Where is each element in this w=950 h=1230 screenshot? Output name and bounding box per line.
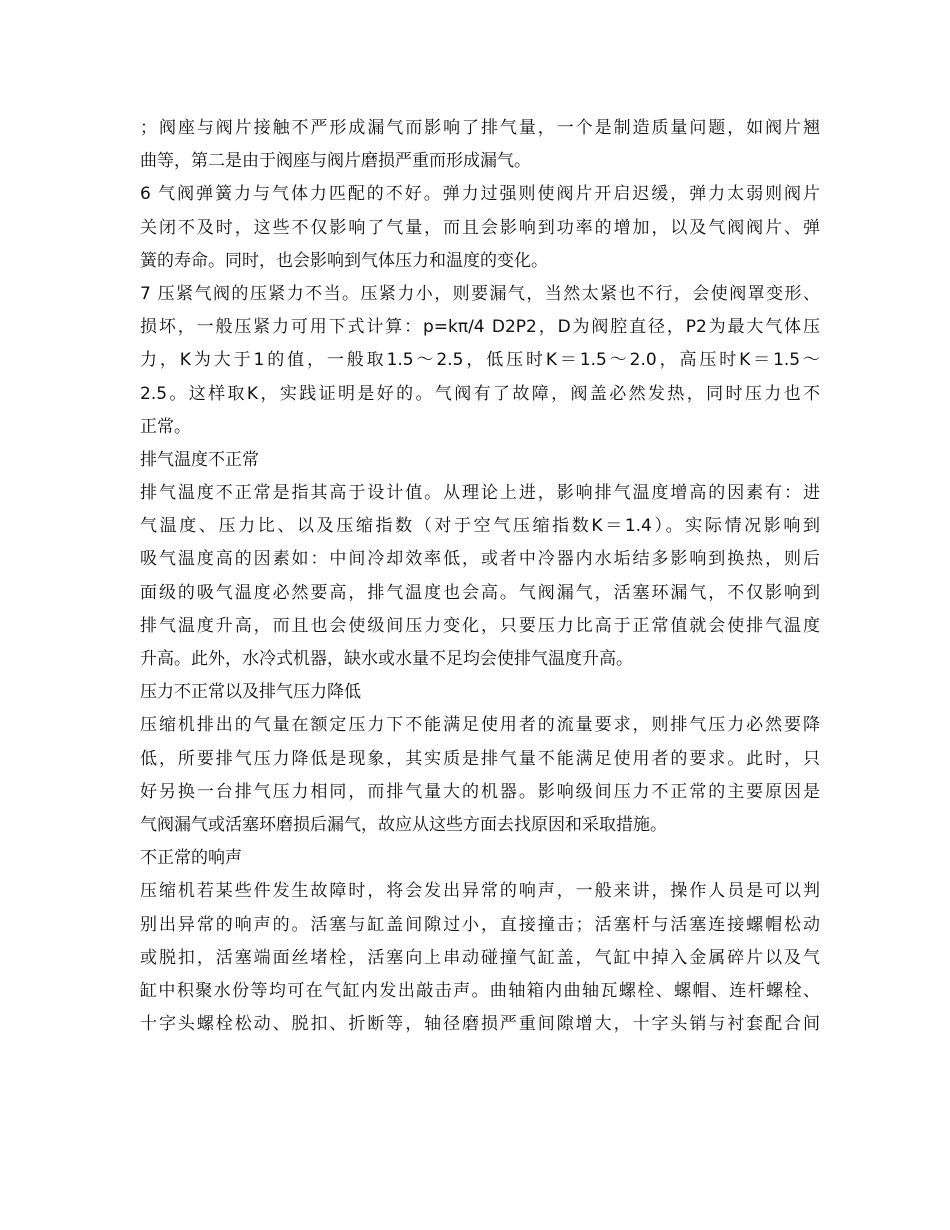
section-heading-abnormal-noise: 不正常的响声 — [140, 848, 242, 869]
text-line-13: 气温度、压力比、以及压缩指数（对于空气压缩指数K＝1.4）。实际情况影响到 — [140, 516, 820, 537]
text-line-15: 面级的吸气温度必然要高，排气温度也会高。气阀漏气，活塞环漏气，不仅影响到 — [140, 582, 820, 603]
text-line-21: 好另换一台排气压力相同，而排气量大的机器。影响级间压力不正常的主要原因是 — [140, 781, 820, 802]
text-line-25: 别出异常的响声的。活塞与缸盖间隙过小，直接撞击；活塞杆与活塞连接螺帽松动 — [140, 914, 820, 935]
text-line-5: 簧的寿命。同时，也会影响到气体压力和温度的变化。 — [140, 250, 548, 271]
text-line-8: 力，K为大于1的值，一般取1.5～2.5，低压时K＝1.5～2.0，高压时K＝1.5～ — [140, 350, 820, 371]
text-line-24: 压缩机若某些件发生故障时，将会发出异常的响声，一般来讲，操作人员是可以判 — [140, 881, 820, 902]
text-line-10: 正常。 — [140, 416, 191, 437]
text-line-28: 十字头螺栓松动、脱扣、折断等，轴径磨损严重间隙增大，十字头销与衬套配合间 — [140, 1014, 820, 1035]
text-line-16: 排气温度升高，而且也会使级间压力变化，只要压力比高于正常值就会使排气温度 — [140, 615, 820, 636]
text-line-12: 排气温度不正常是指其高于设计值。从理论上进，影响排气温度增高的因素有：进 — [140, 483, 820, 504]
text-line-20: 低，所要排气压力降低是现象，其实质是排气量不能满足使用者的要求。此时，只 — [140, 748, 820, 769]
text-line-6: 7 压紧气阀的压紧力不当。压紧力小，则要漏气，当然太紧也不行，会使阀罩变形、 — [140, 283, 820, 304]
text-line-27: 缸中积聚水份等均可在气缸内发出敲击声。曲轴箱内曲轴瓦螺栓、螺帽、连杆螺栓、 — [140, 980, 820, 1001]
text-line-14: 吸气温度高的因素如：中间冷却效率低，或者中冷器内水垢结多影响到换热，则后 — [140, 549, 820, 570]
text-line-3: 6 气阀弹簧力与气体力匹配的不好。弹力过强则使阀片开启迟缓，弹力太弱则阀片 — [140, 184, 820, 205]
text-line-1: ；阀座与阀片接触不严形成漏气而影响了排气量，一个是制造质量问题，如阀片翘 — [140, 118, 820, 138]
section-heading-pressure-abnormal: 压力不正常以及排气压力降低 — [140, 682, 361, 703]
text-line-17: 升高。此外，水冷式机器，缺水或水量不足均会使排气温度升高。 — [140, 649, 633, 669]
text-line-7: 损坏，一般压紧力可用下式计算：p=kπ/4 D2P2，D为阀腔直径，P2为最大气体压 — [140, 317, 820, 338]
text-line-22: 气阀漏气或活塞环磨损后漏气，故应从这些方面去找原因和采取措施。 — [140, 814, 667, 835]
text-line-26: 或脱扣，活塞端面丝堵栓，活塞向上串动碰撞气缸盖，气缸中掉入金属碎片以及气 — [140, 947, 820, 968]
text-line-2: 曲等，第二是由于阀座与阀片磨损严重而形成漏气。 — [140, 151, 531, 172]
text-line-9: 2.5。这样取K，实践证明是好的。气阀有了故障，阀盖必然发热，同时压力也不 — [140, 383, 820, 404]
body-text — [140, 112, 820, 1041]
section-heading-exhaust-temperature: 排气温度不正常 — [140, 449, 259, 470]
text-line-4: 关闭不及时，这些不仅影响了气量，而且会影响到功率的增加，以及气阀阀片、弹 — [140, 217, 820, 238]
text-line-19: 压缩机排出的气量在额定压力下不能满足使用者的流量要求，则排气压力必然要降 — [140, 715, 820, 736]
